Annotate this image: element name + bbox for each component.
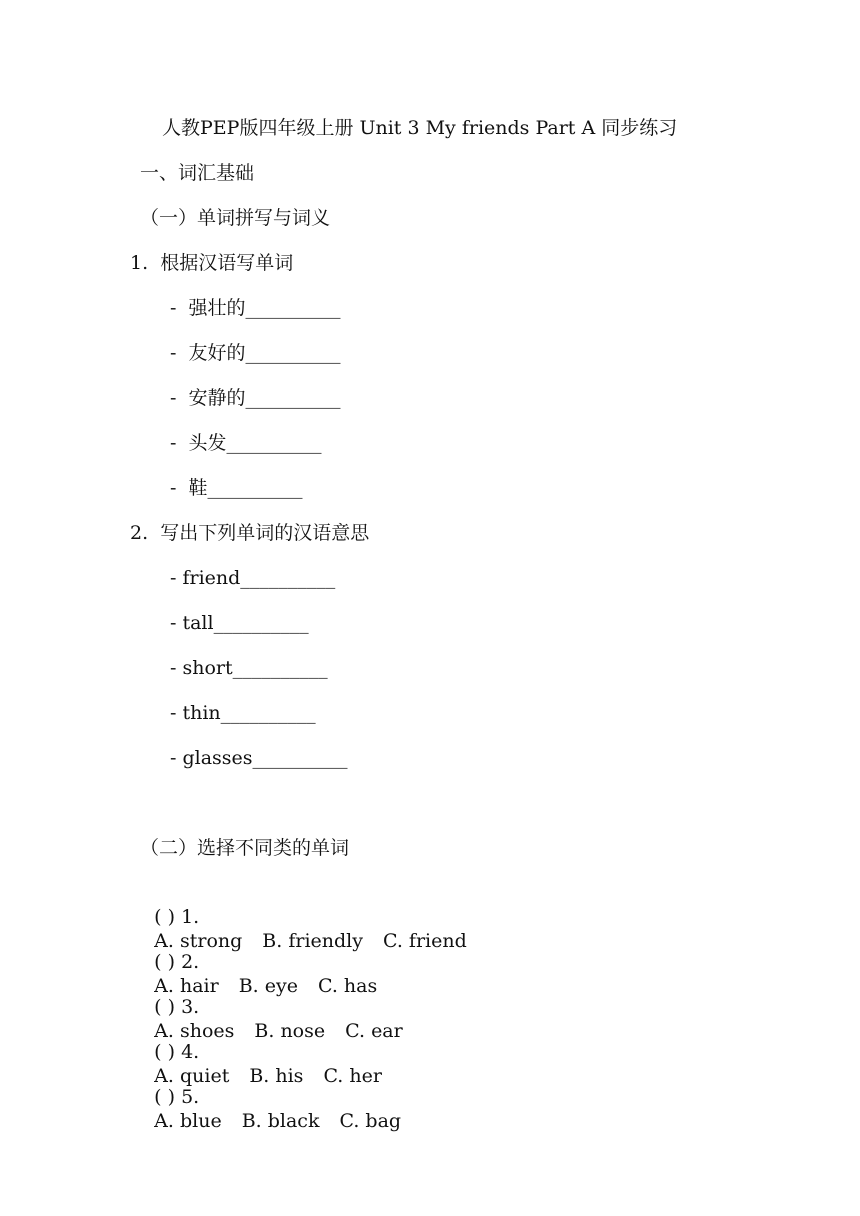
mc-option-b: B. friendly	[262, 930, 363, 952]
q2-item: - tall__________	[170, 612, 309, 634]
mc-option-b: B. nose	[254, 1020, 326, 1042]
mc-option-c: C. friend	[382, 930, 467, 952]
mc-option-b: B. eye	[238, 975, 298, 997]
mc-option-a: A. quiet	[154, 1065, 230, 1087]
q1-item: - 头发__________	[170, 432, 322, 454]
question-2-label: 2. 写出下列单词的汉语意思	[130, 522, 370, 544]
mc-number: ( ) 1.	[154, 906, 200, 928]
section-heading-vocabulary: 一、词汇基础	[140, 162, 255, 184]
mc-option-b: B. his	[249, 1065, 304, 1087]
mc-option-a: A. blue	[154, 1110, 222, 1132]
q1-item: - 强壮的__________	[170, 297, 341, 319]
q1-item: - 鞋__________	[170, 477, 303, 499]
mc-option-a: A. strong	[154, 930, 243, 952]
q2-item: - thin__________	[170, 702, 316, 724]
mc-option-c: C. bag	[339, 1110, 402, 1132]
mc-option-b: B. black	[241, 1110, 320, 1132]
q2-item: - friend__________	[170, 567, 336, 589]
subsection-heading-odd-one-out: （二）选择不同类的单词	[140, 837, 350, 859]
mc-question	[130, 1061, 401, 1157]
q2-item: - glasses__________	[170, 747, 348, 769]
subsection-heading-spelling: （一）单词拼写与词义	[140, 207, 331, 229]
mc-option-c: C. has	[317, 975, 378, 997]
mc-option-c: C. her	[323, 1065, 382, 1087]
mc-number: ( ) 5.	[154, 1086, 200, 1108]
mc-number: ( ) 4.	[154, 1041, 200, 1063]
mc-number: ( ) 3.	[154, 996, 200, 1018]
mc-option-a: A. shoes	[154, 1020, 235, 1042]
q2-item: - short__________	[170, 657, 328, 679]
mc-option-c: C. ear	[345, 1020, 403, 1042]
mc-number: ( ) 2.	[154, 951, 200, 973]
q1-item: - 友好的__________	[170, 342, 341, 364]
question-1-label: 1. 根据汉语写单词	[130, 252, 294, 274]
mc-option-a: A. hair	[154, 975, 219, 997]
q1-item: - 安静的__________	[170, 387, 341, 409]
document-title: 人教PEP版四年级上册 Unit 3 My friends Part A 同步练习	[162, 117, 678, 139]
